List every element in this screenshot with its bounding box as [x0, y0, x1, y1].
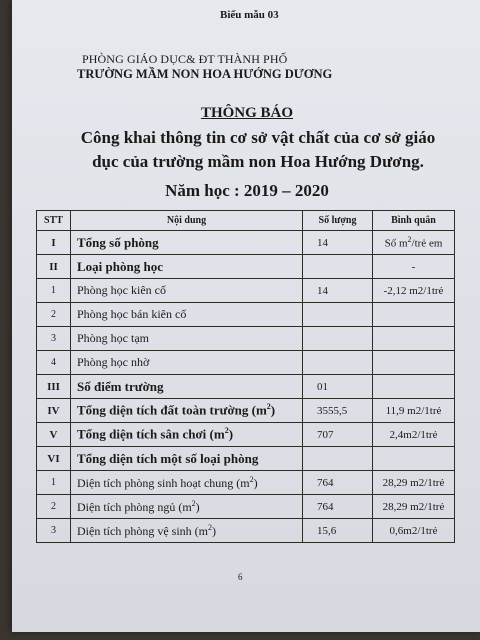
- row-stt: VI: [37, 447, 71, 471]
- row-content: Tổng diện tích đất toàn trường $(m^2)$: [71, 399, 303, 423]
- row-stt: 3: [37, 327, 71, 351]
- table-row: [37, 351, 455, 375]
- row-content: Loại phòng học: [71, 255, 303, 279]
- row-content: Tổng diện tích sân chơi $(m^2)$: [71, 423, 303, 447]
- table-row: [37, 399, 455, 423]
- row-average: [373, 303, 455, 327]
- row-quantity: [303, 351, 373, 375]
- table-header-row: [37, 211, 455, 231]
- school-year: Năm học : 2019 – 2020: [165, 181, 329, 200]
- row-stt: 1: [37, 279, 71, 303]
- row-average: -2,12 m2/1trẻ: [373, 279, 455, 303]
- row-quantity: 14: [303, 279, 373, 303]
- row-content: Diện tích phòng vệ $\sinh (m^2)$: [71, 519, 303, 543]
- row-quantity: 14: [303, 231, 373, 255]
- row-average: [373, 375, 455, 399]
- row-stt: 3: [37, 519, 71, 543]
- row-stt: 2: [37, 495, 71, 519]
- row-average: 11,9 m2/1trẻ: [373, 399, 455, 423]
- row-quantity: [303, 327, 373, 351]
- row-content: Số điểm trường: [71, 375, 303, 399]
- row-average: -: [373, 255, 455, 279]
- table-row: [37, 423, 455, 447]
- row-quantity: 15,6: [303, 519, 373, 543]
- header-content: Nội dung: [71, 211, 303, 231]
- row-stt: III: [37, 375, 71, 399]
- header-average: Bình quân: [373, 211, 455, 231]
- row-quantity: [303, 303, 373, 327]
- row-content: Phòng học nhờ: [71, 351, 303, 375]
- headline-line-2: dục của trường mầm non Hoa Hướng Dương.: [92, 152, 424, 171]
- row-stt: 4: [37, 351, 71, 375]
- row-quantity: 764: [303, 495, 373, 519]
- table-row: [37, 495, 455, 519]
- form-number: Biểu mẫu 03: [220, 9, 279, 21]
- row-average: [373, 447, 455, 471]
- row-average: [373, 351, 455, 375]
- table-row: [37, 519, 455, 543]
- row-average: [373, 327, 455, 351]
- table-row: [37, 303, 455, 327]
- row-average: 28,29 m2/1trẻ: [373, 495, 455, 519]
- document-page: [12, 0, 480, 632]
- headline-line-1: Công khai thông tin cơ sở vật chất của cơ sở giáo: [80, 128, 436, 147]
- table-row: [37, 231, 455, 255]
- table-row: [37, 471, 455, 495]
- row-stt: IV: [37, 399, 71, 423]
- page-number: 6: [238, 572, 243, 582]
- table-row: [37, 255, 455, 279]
- notice-title: THÔNG BÁO: [200, 105, 294, 121]
- row-quantity: 3555,5: [303, 399, 373, 423]
- table-row: [37, 279, 455, 303]
- row-content: Diện tích phòng sinh hoạt chung $(m^2)$: [71, 471, 303, 495]
- header-quantity: Số lượng: [303, 211, 373, 231]
- department-name: PHÒNG GIÁO DỤC& ĐT THÀNH PHỐ: [82, 52, 288, 66]
- header-stt: STT: [37, 211, 71, 231]
- table-row: [37, 327, 455, 351]
- row-average: Số $m^2$/trẻ em: [373, 231, 455, 255]
- row-quantity: 764: [303, 471, 373, 495]
- row-average: 28,29 m2/1trẻ: [373, 471, 455, 495]
- row-quantity: [303, 255, 373, 279]
- row-stt: I: [37, 231, 71, 255]
- row-quantity: [303, 447, 373, 471]
- row-content: Phòng học tạm: [71, 327, 303, 351]
- row-average: 2,4m2/1trẻ: [373, 423, 455, 447]
- row-stt: 2: [37, 303, 71, 327]
- row-stt: 1: [37, 471, 71, 495]
- row-content: Tổng diện tích một số loại phòng: [71, 447, 303, 471]
- row-stt: II: [37, 255, 71, 279]
- row-stt: V: [37, 423, 71, 447]
- row-quantity: 01: [303, 375, 373, 399]
- row-quantity: 707: [303, 423, 373, 447]
- row-content: Tổng số phòng: [71, 231, 303, 255]
- table-row: [37, 447, 455, 471]
- row-content: Diện tích phòng ngủ $(m^2)$: [71, 495, 303, 519]
- row-content: Phòng học bán kiên cố: [71, 303, 303, 327]
- facilities-table: [36, 210, 455, 543]
- document-headline: [52, 126, 464, 174]
- school-name: TRƯỜNG MẦM NON HOA HƯỚNG DƯƠNG: [77, 67, 333, 81]
- row-average: 0,6m2/1trẻ: [373, 519, 455, 543]
- row-content: Phòng học kiên cố: [71, 279, 303, 303]
- table-row: [37, 375, 455, 399]
